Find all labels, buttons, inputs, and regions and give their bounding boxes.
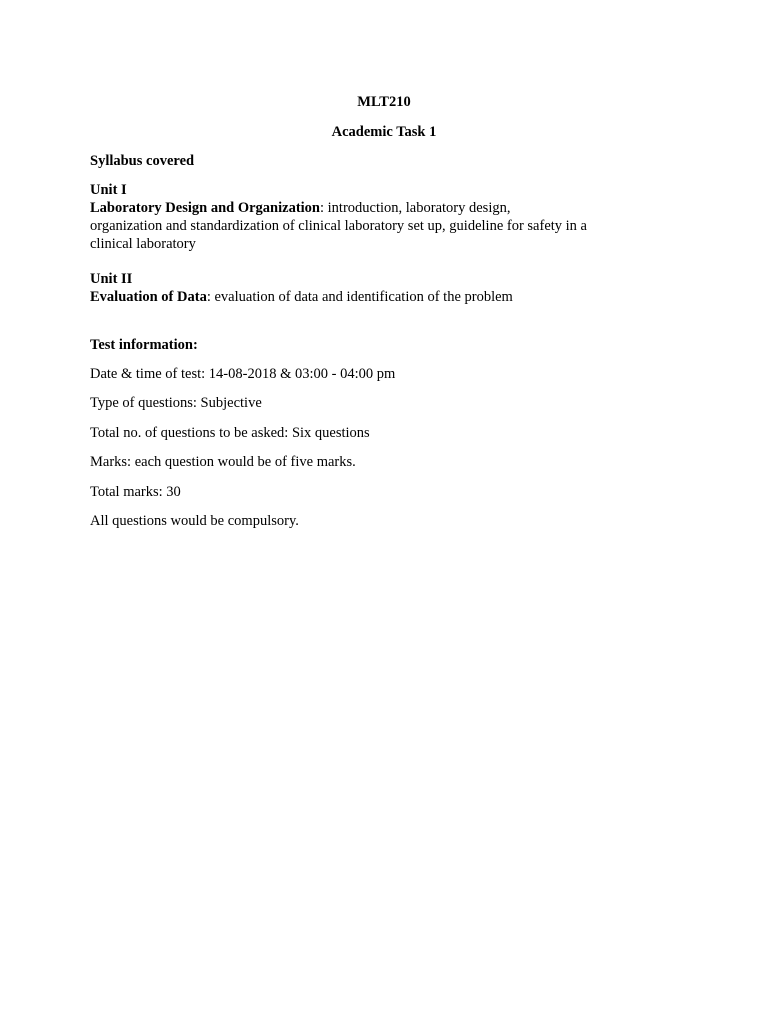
unit-1-label: Unit I xyxy=(90,182,127,198)
test-info-item: Date & time of test: 14-08-2018 & 03:00 - 04:00 pm xyxy=(90,366,396,382)
course-code: MLT210 xyxy=(357,94,411,110)
test-info-item: Type of questions: Subjective xyxy=(90,395,262,411)
test-info-item: Total no. of questions to be asked: Six questions xyxy=(90,425,370,441)
test-information-heading: Test information: xyxy=(90,337,198,353)
test-info-item: Marks: each question would be of five marks. xyxy=(90,454,356,470)
document-title: Academic Task 1 xyxy=(331,124,437,140)
test-info-item: Total marks: 30 xyxy=(90,484,181,500)
unit-1-description-line-2: organization and standardization of clinical laboratory set up, guideline for safety in a xyxy=(90,218,587,234)
syllabus-heading: Syllabus covered xyxy=(90,153,195,169)
unit-2-description-line-1: Evaluation of Data: evaluation of data and identification of the problem xyxy=(90,289,513,305)
test-info-item: All questions would be compulsory. xyxy=(90,513,299,529)
unit-2-label: Unit II xyxy=(90,271,133,287)
unit-1-topic: Laboratory Design and Organization xyxy=(90,200,320,216)
unit-1-description-line-1: Laboratory Design and Organization: introduction, laboratory design, xyxy=(90,200,511,216)
unit-1-description-line-3: clinical laboratory xyxy=(90,236,196,252)
unit-2-topic: Evaluation of Data xyxy=(90,289,207,305)
